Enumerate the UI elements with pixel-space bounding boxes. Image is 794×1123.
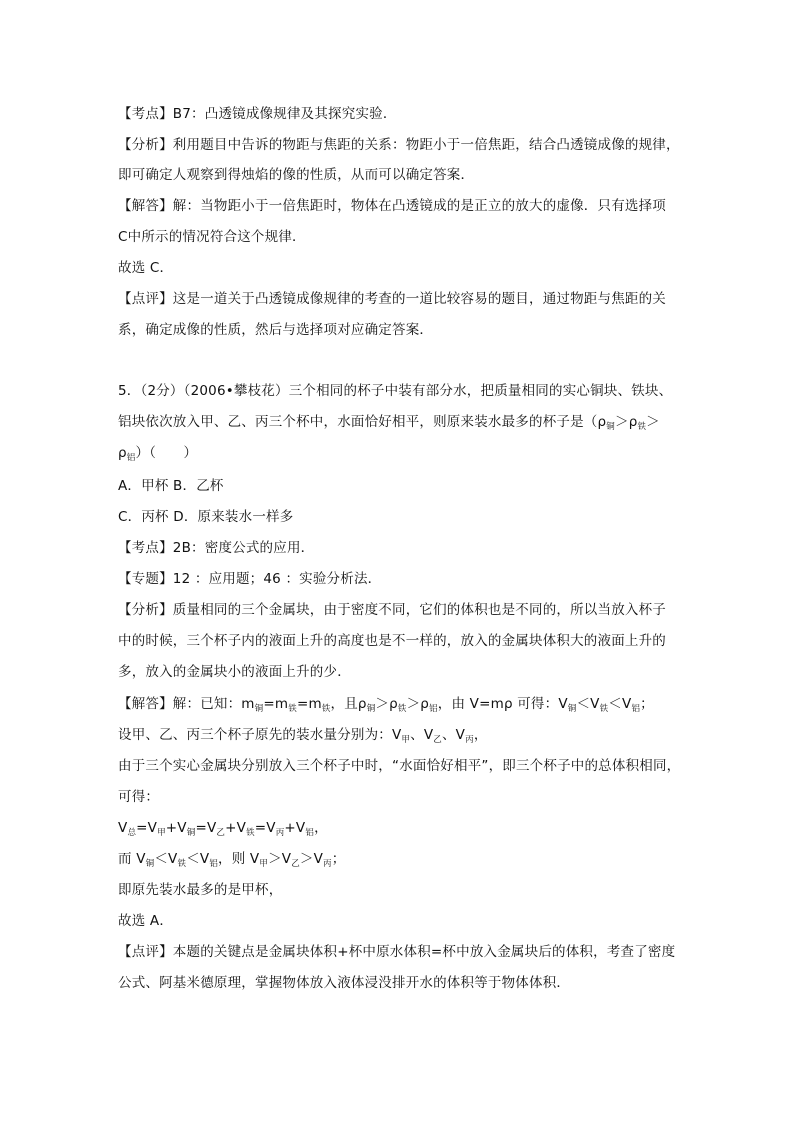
subscript: 铝 (209, 859, 219, 869)
text-run: =V (195, 820, 217, 836)
text-run: ＞V (268, 851, 292, 867)
text-run: 【解答】解：已知：m (118, 696, 255, 712)
q4-dianping-line-2: 系，确定成像的性质，然后与选择项对应确定答案． (118, 322, 434, 338)
q4-fenxi-line-2: 即可确定人观察到得烛焰的像的性质，从而可以确定答案． (118, 167, 475, 183)
q5-fenxi-line-1: 【分析】质量相同的三个金属块，由于密度不同，它们的体积也是不同的，所以当放入杯子 (118, 602, 666, 618)
gt-sign: ＞ (614, 414, 629, 430)
subscript: 铝 (631, 704, 641, 714)
gt-sign: ＞ (646, 414, 660, 430)
text-run: ， (314, 820, 328, 836)
text-run: =V (136, 820, 158, 836)
q4-dianping-line-1: 【点评】这是一道关于凸透镜成像规律的考查的一道比较容易的题目，通过物距与焦距的关 (118, 291, 666, 307)
subscript: 铝 (429, 704, 438, 714)
q5-jieda-line-7: 即原先装水最多的是甲杯， (118, 882, 283, 898)
q4-answer: 故选 C． (118, 260, 174, 276)
q5-answer: 故选 A． (118, 913, 174, 929)
q5-stem-line-3: $\rho_铝$）（ ） (118, 445, 198, 463)
text-run: 、V (410, 727, 434, 743)
q5-zhuanti: 【专题】12 ：应用题；46 ：实验分析法． (118, 571, 382, 587)
subscript: 铜 (145, 859, 155, 869)
text-run: ＜V (154, 851, 178, 867)
q5-kaodian: 【考点】2B：密度公式的应用． (118, 540, 315, 556)
text-run: ，且ρ (330, 696, 367, 712)
text-run: +V (165, 820, 187, 836)
subscript: 铁 (599, 704, 609, 714)
subscript: 甲 (401, 735, 411, 745)
q5-stem-line-2: 铝块依次放入甲、乙、丙三个杯中，水面恰好相平，则原来装水最多的杯子是（$\rho_铜>\rho_铁>$ (118, 414, 660, 432)
q5-dianping-line-2: 公式、阿基米德原理，掌握物体放入液体浸没排开水的体积等于物体体积． (118, 975, 571, 991)
q5-stem-text: 铝块依次放入甲、乙、丙三个杯中，水面恰好相平，则原来装水最多的杯子是（ρ (118, 414, 607, 430)
subscript: 丙 (465, 735, 474, 745)
text-run: ＞ρ (406, 696, 430, 712)
text-run: 而 V (118, 851, 146, 867)
subscript: 铁 (321, 704, 331, 714)
text-run: =V (254, 820, 276, 836)
subscript: 铜 (366, 704, 376, 714)
subscript: 铁 (177, 859, 187, 869)
q5-dianping-line-1: 【点评】本题的关键点是金属块体积+杯中原水体积=杯中放入金属块后的体积，考查了密度 (118, 944, 676, 960)
q4-jieda-line-1: 【解答】解：当物距小于一倍焦距时，物体在凸透镜成的是正立的放大的虚像．只有选择项 (118, 198, 666, 214)
q5-stem-tail: ）（ ） (135, 445, 198, 461)
subscript: 铜 (567, 704, 577, 714)
text-run: ； (640, 696, 654, 712)
text-run: ＜V (576, 696, 600, 712)
q5-fenxi-line-2: 中的时候，三个杯子内的液面上升的高度也是不一样的，放入的金属块体积大的液面上升的 (118, 633, 666, 649)
q5-options-ab: A．甲杯 B．乙杯 (118, 478, 224, 494)
text-run: ； (331, 851, 346, 867)
subscript: 丙 (323, 859, 332, 869)
text-run: =m (263, 696, 289, 712)
subscript: 铁 (246, 828, 255, 838)
subscript: 乙 (216, 828, 226, 838)
q4-kaodian: 【考点】B7：凸透镜成像规律及其探究实验． (118, 106, 397, 122)
rho-sub-iron: 铁 (637, 422, 647, 432)
q5-jieda-line-6 (118, 849, 345, 874)
q5-jieda-line-2 (118, 725, 488, 750)
subscript: 丙 (275, 828, 285, 838)
text-run: =m (296, 696, 322, 712)
text-run: +V (284, 820, 306, 836)
q4-jieda-line-2: C中所示的情况符合这个规律． (118, 229, 306, 245)
text-run: ＞V (299, 851, 324, 867)
subscript: 甲 (259, 859, 269, 869)
q5-jieda-line-5 (118, 818, 328, 843)
text-run: ＜V (186, 851, 210, 867)
text-run: ，则 V (218, 851, 260, 867)
q5-fenxi-line-3: 多，放入的金属块小的液面上升的少． (118, 664, 351, 680)
text-run: ，由 V=mρ 可得：V (437, 696, 568, 712)
subscript: 铝 (305, 828, 315, 838)
text-run: ＞ρ (375, 696, 398, 712)
q5-jieda-line-1 (118, 694, 654, 719)
text-run: +V (225, 820, 247, 836)
text-run: ， (473, 727, 488, 743)
subscript: 总 (127, 828, 137, 838)
text-run: ＜V (608, 696, 632, 712)
text-run: V (118, 820, 128, 836)
q5-stem-line-1: 5．（2分）（2006•攀枝花）三个相同的杯子中装有部分水，把质量相同的实心铜块、铁块、 (118, 383, 673, 399)
rho-sub-copper: 铜 (606, 422, 615, 432)
q5-jieda-line-3: 由于三个实心金属块分别放入三个杯子中时，“水面恰好相平”，即三个杯子中的总体积相同， (118, 758, 681, 774)
q5-jieda-line-4: 可得： (118, 789, 160, 805)
subscript: 铜 (254, 704, 264, 714)
subscript: 乙 (433, 735, 442, 745)
subscript: 铁 (397, 704, 407, 714)
subscript: 甲 (157, 828, 166, 838)
subscript: 乙 (291, 859, 300, 869)
text-run: 、V (441, 727, 466, 743)
subscript: 铁 (288, 704, 297, 714)
rho-sub-aluminum: 铝 (126, 453, 136, 463)
q5-options-cd: C．丙杯 D．原来装水一样多 (118, 509, 294, 525)
subscript: 铜 (186, 828, 196, 838)
text-run: 设甲、乙、丙三个杯子原先的装水量分别为：V (118, 727, 402, 743)
q4-fenxi-line-1: 【分析】利用题目中告诉的物距与焦距的关系：物距小于一倍焦距，结合凸透镜成像的规律， (118, 137, 680, 153)
